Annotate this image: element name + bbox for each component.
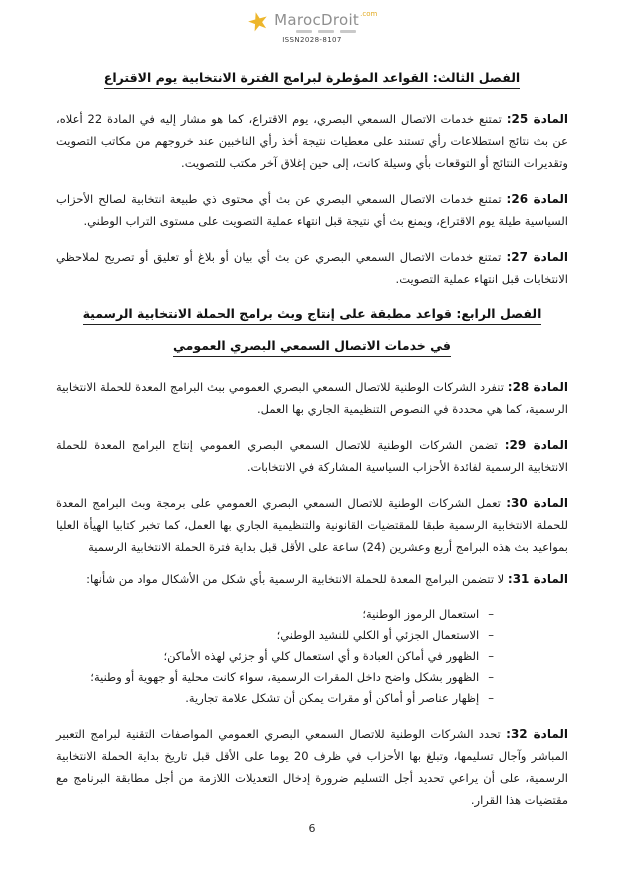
list-item	[56, 667, 494, 688]
article-28-label: المادة 28:	[507, 380, 569, 394]
logo-texts	[274, 10, 377, 33]
article-29-text: تضمن الشركات الوطنية للاتصال السمعي البصري العمومي إنتاج البرامج المعدة للحملة الانتخابية الرسمية لفائدة الأحزاب السياسية المشاركة في الانتخابات.	[56, 438, 568, 474]
logo-tagline	[274, 30, 377, 33]
logo	[56, 4, 568, 44]
article-31-label: المادة 31:	[507, 572, 568, 586]
article-30-label: المادة 30:	[506, 496, 568, 510]
article-32-text: تحدد الشركات الوطنية للاتصال السمعي البصري العمومي المواصفات التقنية لبرامج التعبير المباشر وآجال تسليمها، وتبلغ بها الأحزاب في ظرف 20 يوما على الأقل قبل تاريخ بداية الحملة الانتخابية الرسمية، على أن يراعي تحديد أجل التسليم ضرورة إدخال التعديلات اللازمة من أجل مطابقة البرنامج مع مقتضيات هذا القرار.	[56, 727, 568, 807]
article-25-text: تمتنع خدمات الاتصال السمعي البصري، يوم الاقتراع، كما هو مشار إليه في المادة 22 أعلاه، عن بث نتائج استطلاعات رأي تستند على معطيات نتيجة أخذ رأي الناخبين عند خروجهم من مكاتب التصويت وتقديرات النتائج أو التوقعات بأي وسيلة كانت، إلى حين إغلاق آخر مكتب للتصويت.	[56, 112, 568, 170]
chapter4-title-line1: الفصل الرابع: قواعد مطبقة على إنتاج وبث برامج الحملة الانتخابية الرسمية	[83, 306, 542, 325]
issn-number: ISSN2028-8107	[282, 36, 342, 44]
article-32-label: المادة 32:	[506, 727, 569, 741]
chapter3-heading	[56, 68, 568, 88]
article-26-label: المادة 26:	[506, 192, 568, 206]
list-item	[56, 646, 494, 667]
chapter4-title-line2: في خدمات الاتصال السمعي البصري العمومي	[173, 338, 451, 357]
article-27	[56, 246, 568, 290]
dash-marker: –	[488, 628, 494, 642]
logo-wordmark: MarocDroit	[274, 11, 360, 29]
article-26	[56, 188, 568, 232]
list-item-text: الظهور في أماكن العبادة و أي استعمال كلي أو جزئي لهذه الأماكن؛	[163, 649, 480, 663]
list-item-text: استعمال الرموز الوطنية؛	[362, 607, 480, 621]
prohibited-items-list	[56, 604, 568, 709]
list-item-text: الظهور بشكل واضح داخل المقرات الرسمية، سواء كانت محلية أو جهوية أو وطنية؛	[90, 670, 480, 684]
dash-marker: –	[488, 649, 494, 663]
list-item	[56, 604, 494, 625]
article-31-text: لا تتضمن البرامج المعدة للحملة الانتخابية الرسمية بأي شكل من الأشكال مواد من شأنها:	[86, 572, 505, 586]
article-25	[56, 108, 568, 174]
dash-marker: –	[488, 670, 494, 684]
page-number: 6	[308, 822, 316, 835]
chapter3-title: الفصل الثالث: القواعد المؤطرة لبرامج الفترة الانتخابية يوم الاقتراع	[104, 70, 520, 89]
list-item-text: إظهار عناصر أو أماكن أو مقرات يمكن أن تشكل علامة تجارية.	[185, 691, 480, 705]
dash-marker: –	[488, 691, 494, 705]
article-28-text: تنفرد الشركات الوطنية للاتصال السمعي البصري العمومي ببث البرامج المعدة للحملة الانتخابية الرسمية، كما هي محددة في النصوص التنظيمية الجاري بها العمل.	[56, 380, 568, 416]
article-29-label: المادة 29:	[504, 438, 569, 452]
star-icon: ★	[243, 4, 273, 38]
chapter4-heading-line1	[56, 304, 568, 324]
article-29	[56, 434, 568, 478]
dash-marker: –	[488, 607, 494, 621]
list-item	[56, 625, 494, 646]
article-27-text: تمتنع خدمات الاتصال السمعي البصري عن بث أي بيان أو بلاغ أو تعليق أو تصريح لملاحظي الانتخابات قبل انتهاء عملية التصويت.	[56, 250, 568, 286]
logo-row	[243, 4, 378, 38]
article-26-text: تمتنع خدمات الاتصال السمعي البصري عن بث أي محتوى ذي طبيعة انتخابية لصالح الأحزاب السياسية طيلة يوم الاقتراع، ويمنع بث أي نتيجة قبل انتهاء عملية التصويت على مستوى التراب الوطني.	[56, 192, 568, 228]
list-item	[56, 688, 494, 709]
list-item-text: الاستعمال الجزئي أو الكلي للنشيد الوطني؛	[276, 628, 480, 642]
article-30	[56, 492, 568, 558]
article-25-label: المادة 25:	[506, 112, 569, 126]
article-30-text: تعمل الشركات الوطنية للاتصال السمعي البصري العمومي على برمجة وبث البرامج المعدة للحملة الانتخابية الرسمية طبقا للمقتضيات القانونية والتنظيمية الجاري بها العمل، كما تخبر كتابيا الهيأة العليا بمواعيد بث هذه البرامج أربع وعشرين (24) ساعة على الأقل قبل بداية فترة الحملة الانتخابية الرسمية	[56, 496, 568, 554]
logo-wordmark-suffix: .com	[360, 10, 378, 18]
article-28	[56, 376, 568, 420]
article-27-label: المادة 27:	[506, 250, 569, 264]
chapter4-heading-line2	[56, 336, 568, 356]
article-32	[56, 723, 568, 811]
article-31	[56, 568, 568, 590]
